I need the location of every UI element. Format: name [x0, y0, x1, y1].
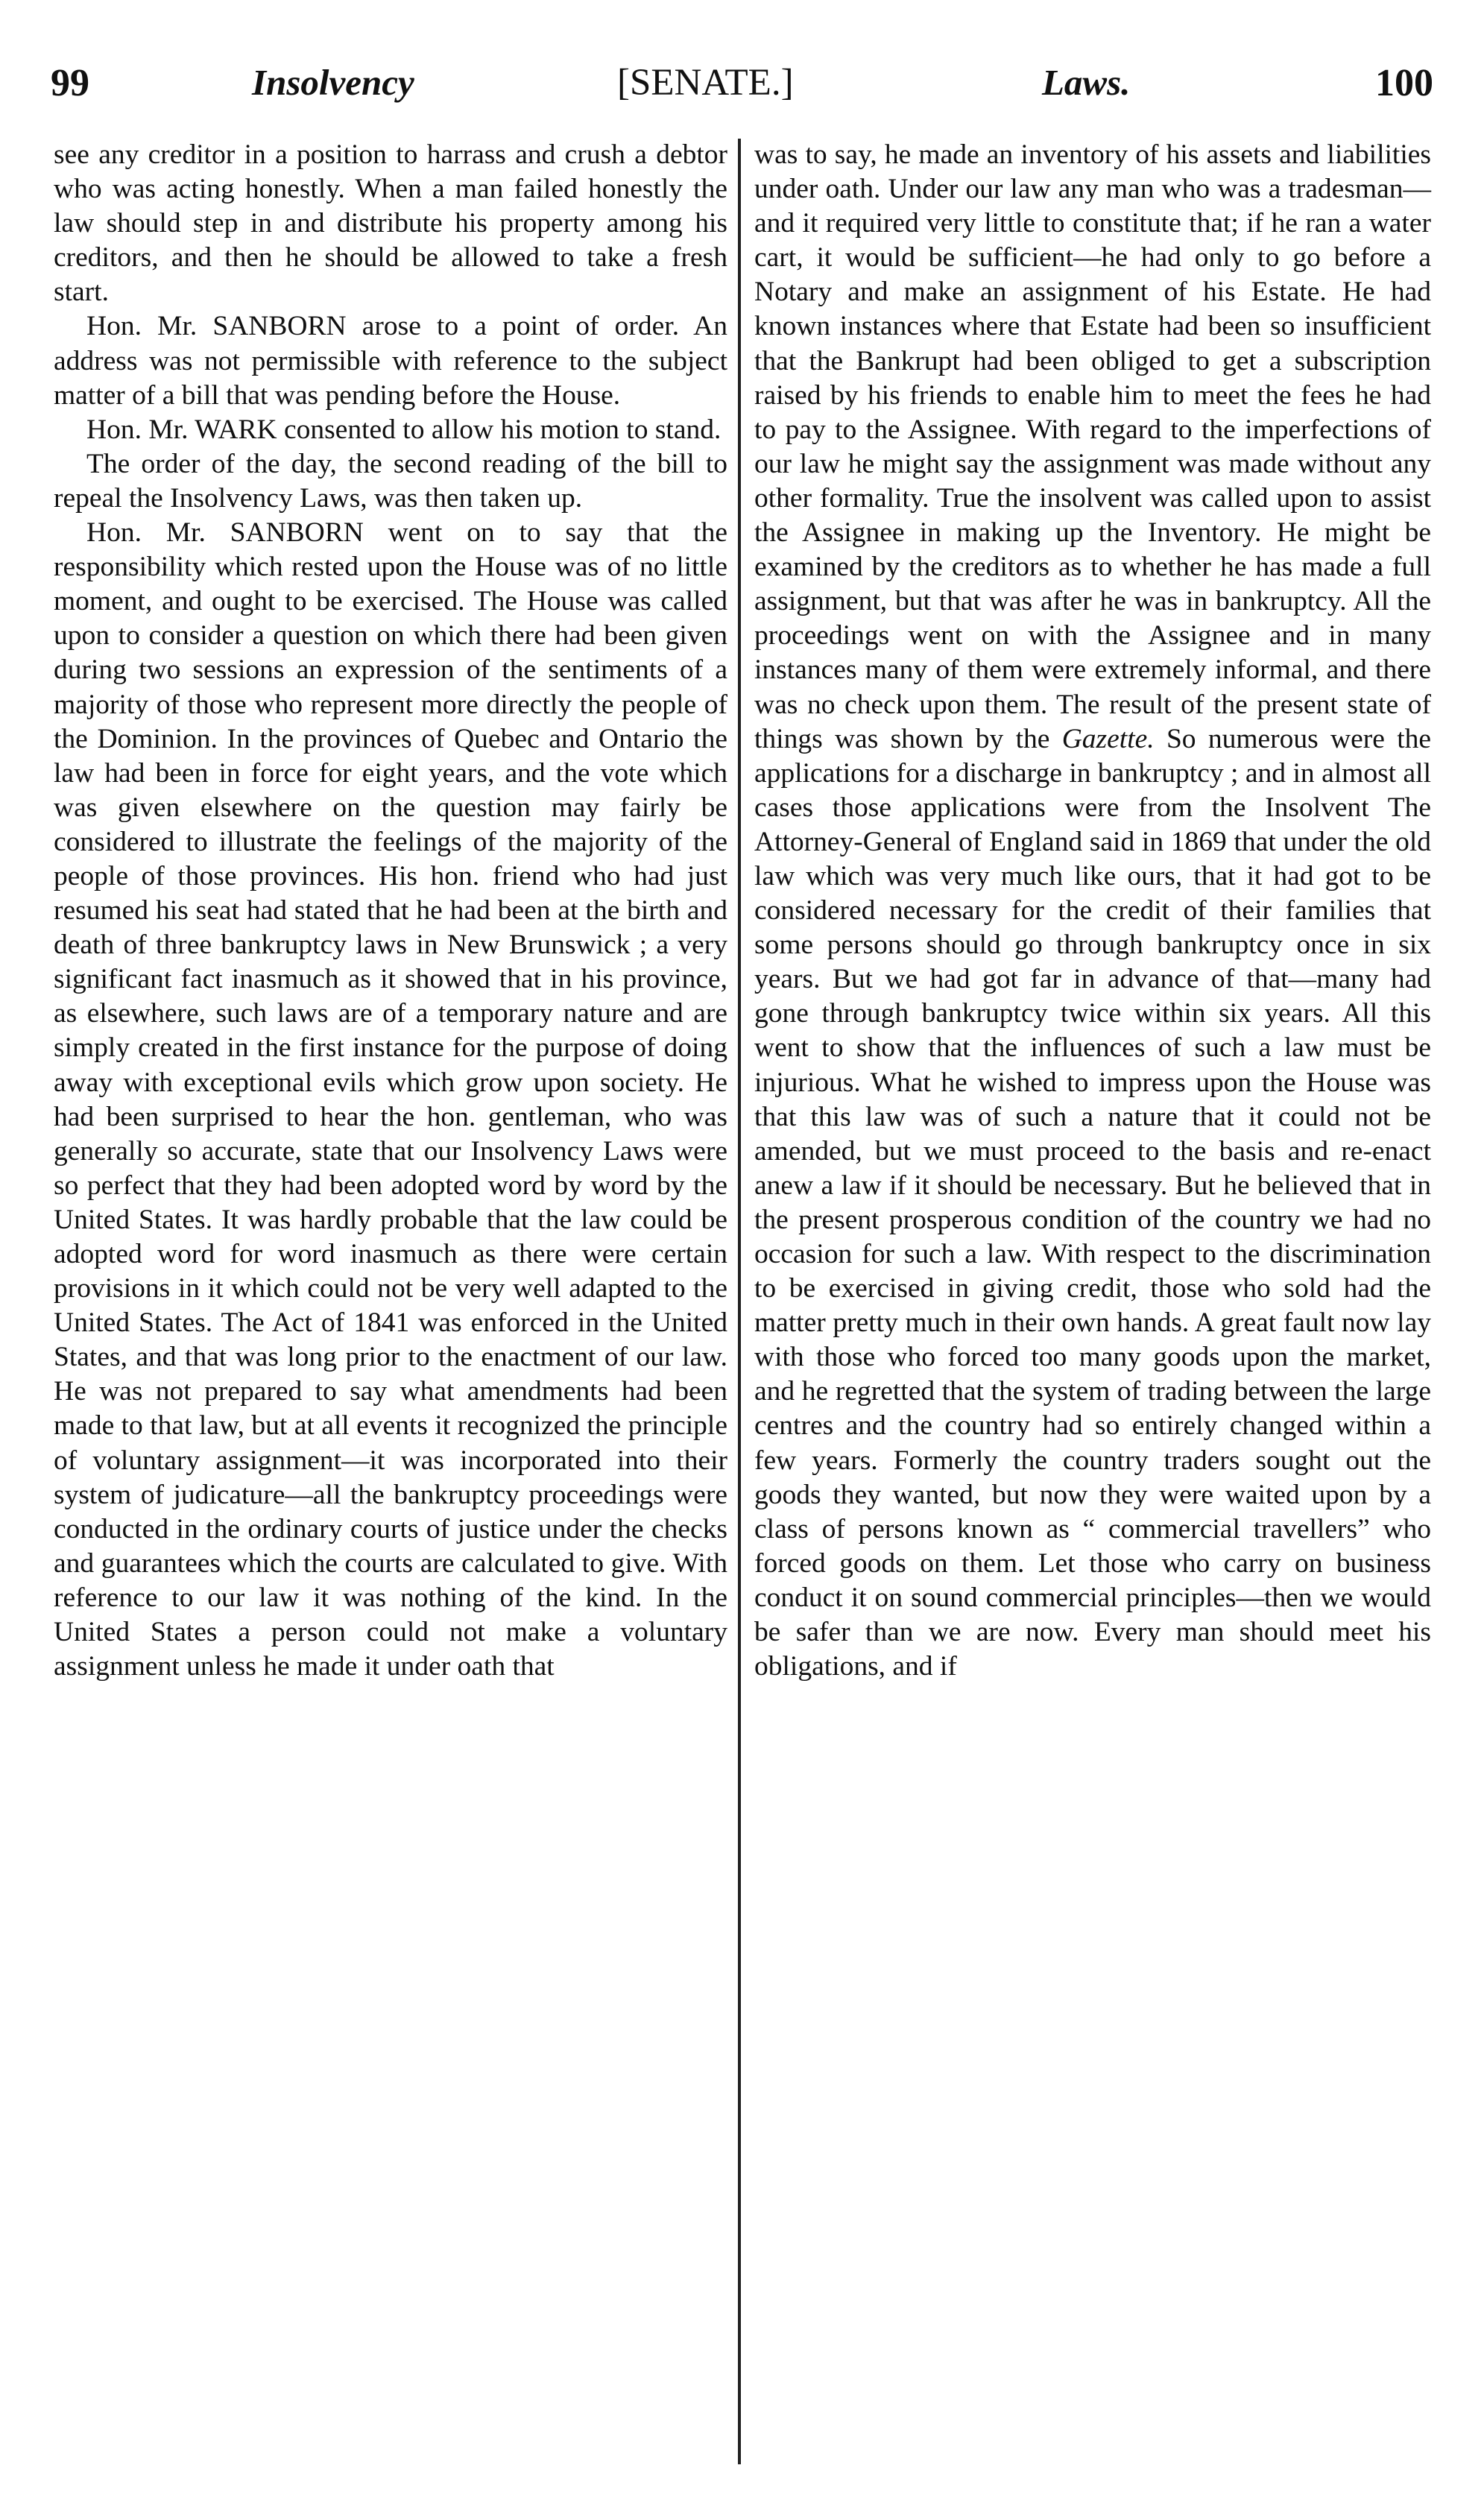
paragraph: The order of the day, the second reading of the bill to repeal the Insolvency Laws, was then taken up.: [54, 448, 727, 514]
paragraph: Hon. Mr. WARK consented to allow his motion to stand.: [86, 414, 722, 445]
text-run: was to say, he made an inventory of his assets and liabilities under oath. Under our law any man who was a tradesman—and it required very little to constitute that; if he ran a water cart, it would be sufficient—he had only to go before a Notary and make an assignment of his Estate. He had known instances where that Estate had been so insufficient that the Bankrupt had been obliged to get a subscription raised by his friends to enable him to meet the fees he had to pay to the Assignee. With regard to the imperfections of our law he might say the assignment was made without any other formality. True the insolvent was called upon to assist the Assignee in making up the Inventory. He might be examined by the creditors as to whether he has made a full assignment, but that was after he was in bankruptcy. All the proceedings went on with the Assignee and in many instances many of them were extremely informal, and there was no check upon them. The result of the present state of things was shown by the: [754, 139, 1431, 754]
right-column: [754, 138, 1431, 1684]
paragraph: [754, 138, 1431, 1684]
text-run: So numerous were the applications for a discharge in bankruptcy ; and in almost all cases those applications were from the Insolvent The Attorney-General of England said in 1869 that under the old law which was very much like ours, that it had got to be considered necessary for the credit of their families that some persons should go through bankruptcy once in six years. But we had got far in advance of that—many had gone through bankruptcy twice within six years. All this went to show that the influences of such a law must be injurious. What he wished to impress upon the House was that this law was of such a nature that it could not be amended, but we must proceed to the basis and re-enact anew a law if it should be necessary. But he believed that in the present prosperous condition of the country we had no occasion for such a law. With respect to the discrimination to be exercised in giving credit, those who sold had the matter pretty much in their own hands. A great fault now lay with those who forced too many goods upon the market, and he regretted that the system of trading between the large centres and the country had so entirely changed within a few years. Formerly the country traders sought out the goods they wanted, but now they were waited upon by a class of persons known as “ commercial travellers” who forced goods on them. Let those who carry on business conduct it on sound commercial principles—then we would be safer than we are now. Every man should meet his obligations, and if: [754, 723, 1432, 1682]
paragraph: see any creditor in a position to harrass and crush a debtor who was acting honestly. When a man failed honestly the law should step in and distribute his property among his creditors, and then he should be allowed to take a fresh start.: [54, 139, 727, 308]
gazette-reference: Gazette.: [1061, 723, 1155, 754]
running-head-right: Laws.: [1042, 62, 1131, 103]
page-number-right: 100: [1375, 62, 1433, 104]
running-head-left: Insolvency: [252, 62, 414, 103]
column-divider: [738, 139, 741, 2464]
left-column: [54, 138, 727, 1684]
chamber-label: [SENATE.]: [617, 62, 794, 104]
page-header: [51, 61, 1433, 121]
paragraph: Hon. Mr. SANBORN arose to a point of order. An address was not permissible with reference to the subject matter of a bill that was pending before the House.: [54, 311, 727, 411]
paragraph: Hon. Mr. SANBORN went on to say that the responsibility which rested upon the House was of no little moment, and ought to be exercised. The House was called upon to consider a question on which there had been given during two sessions an expression of the sentiments of a majority of those who represent more directly the people of the Dominion. In the provinces of Quebec and Ontario the law had been in force for eight years, and the vote which was given elsewhere on the question may fairly be considered to illustrate the feelings of the majority of the people of those provinces. His hon. friend who had just resumed his seat had stated that he had been at the birth and death of three bankruptcy laws in New Brunswick ; a very significant fact inasmuch as it showed that in his province, as elsewhere, such laws are of a temporary nature and are simply created in the first instance for the purpose of doing away with exceptional evils which grow upon society. He had been surprised to hear the hon. gentleman, who was generally so accurate, state that our Insolvency Laws were so perfect that they had been adopted word by word by the United States. It was hardly probable that the law could be adopted word for word inasmuch as there were certain provisions in it which could not be very well adapted to the United States. The Act of 1841 was enforced in the United States, and that was long prior to the enactment of our law. He was not prepared to say what amendments had been made to that law, but at all events it recognized the principle of voluntary assignment—it was incorporated into their system of judicature—all the bankruptcy proceedings were conducted in the ordinary courts of justice under the checks and guarantees which the courts are calculated to give. With reference to our law it was nothing of the kind. In the United States a person could not make a voluntary assignment unless he made it under oath that: [54, 517, 727, 1682]
page-number-left: 99: [51, 62, 89, 104]
